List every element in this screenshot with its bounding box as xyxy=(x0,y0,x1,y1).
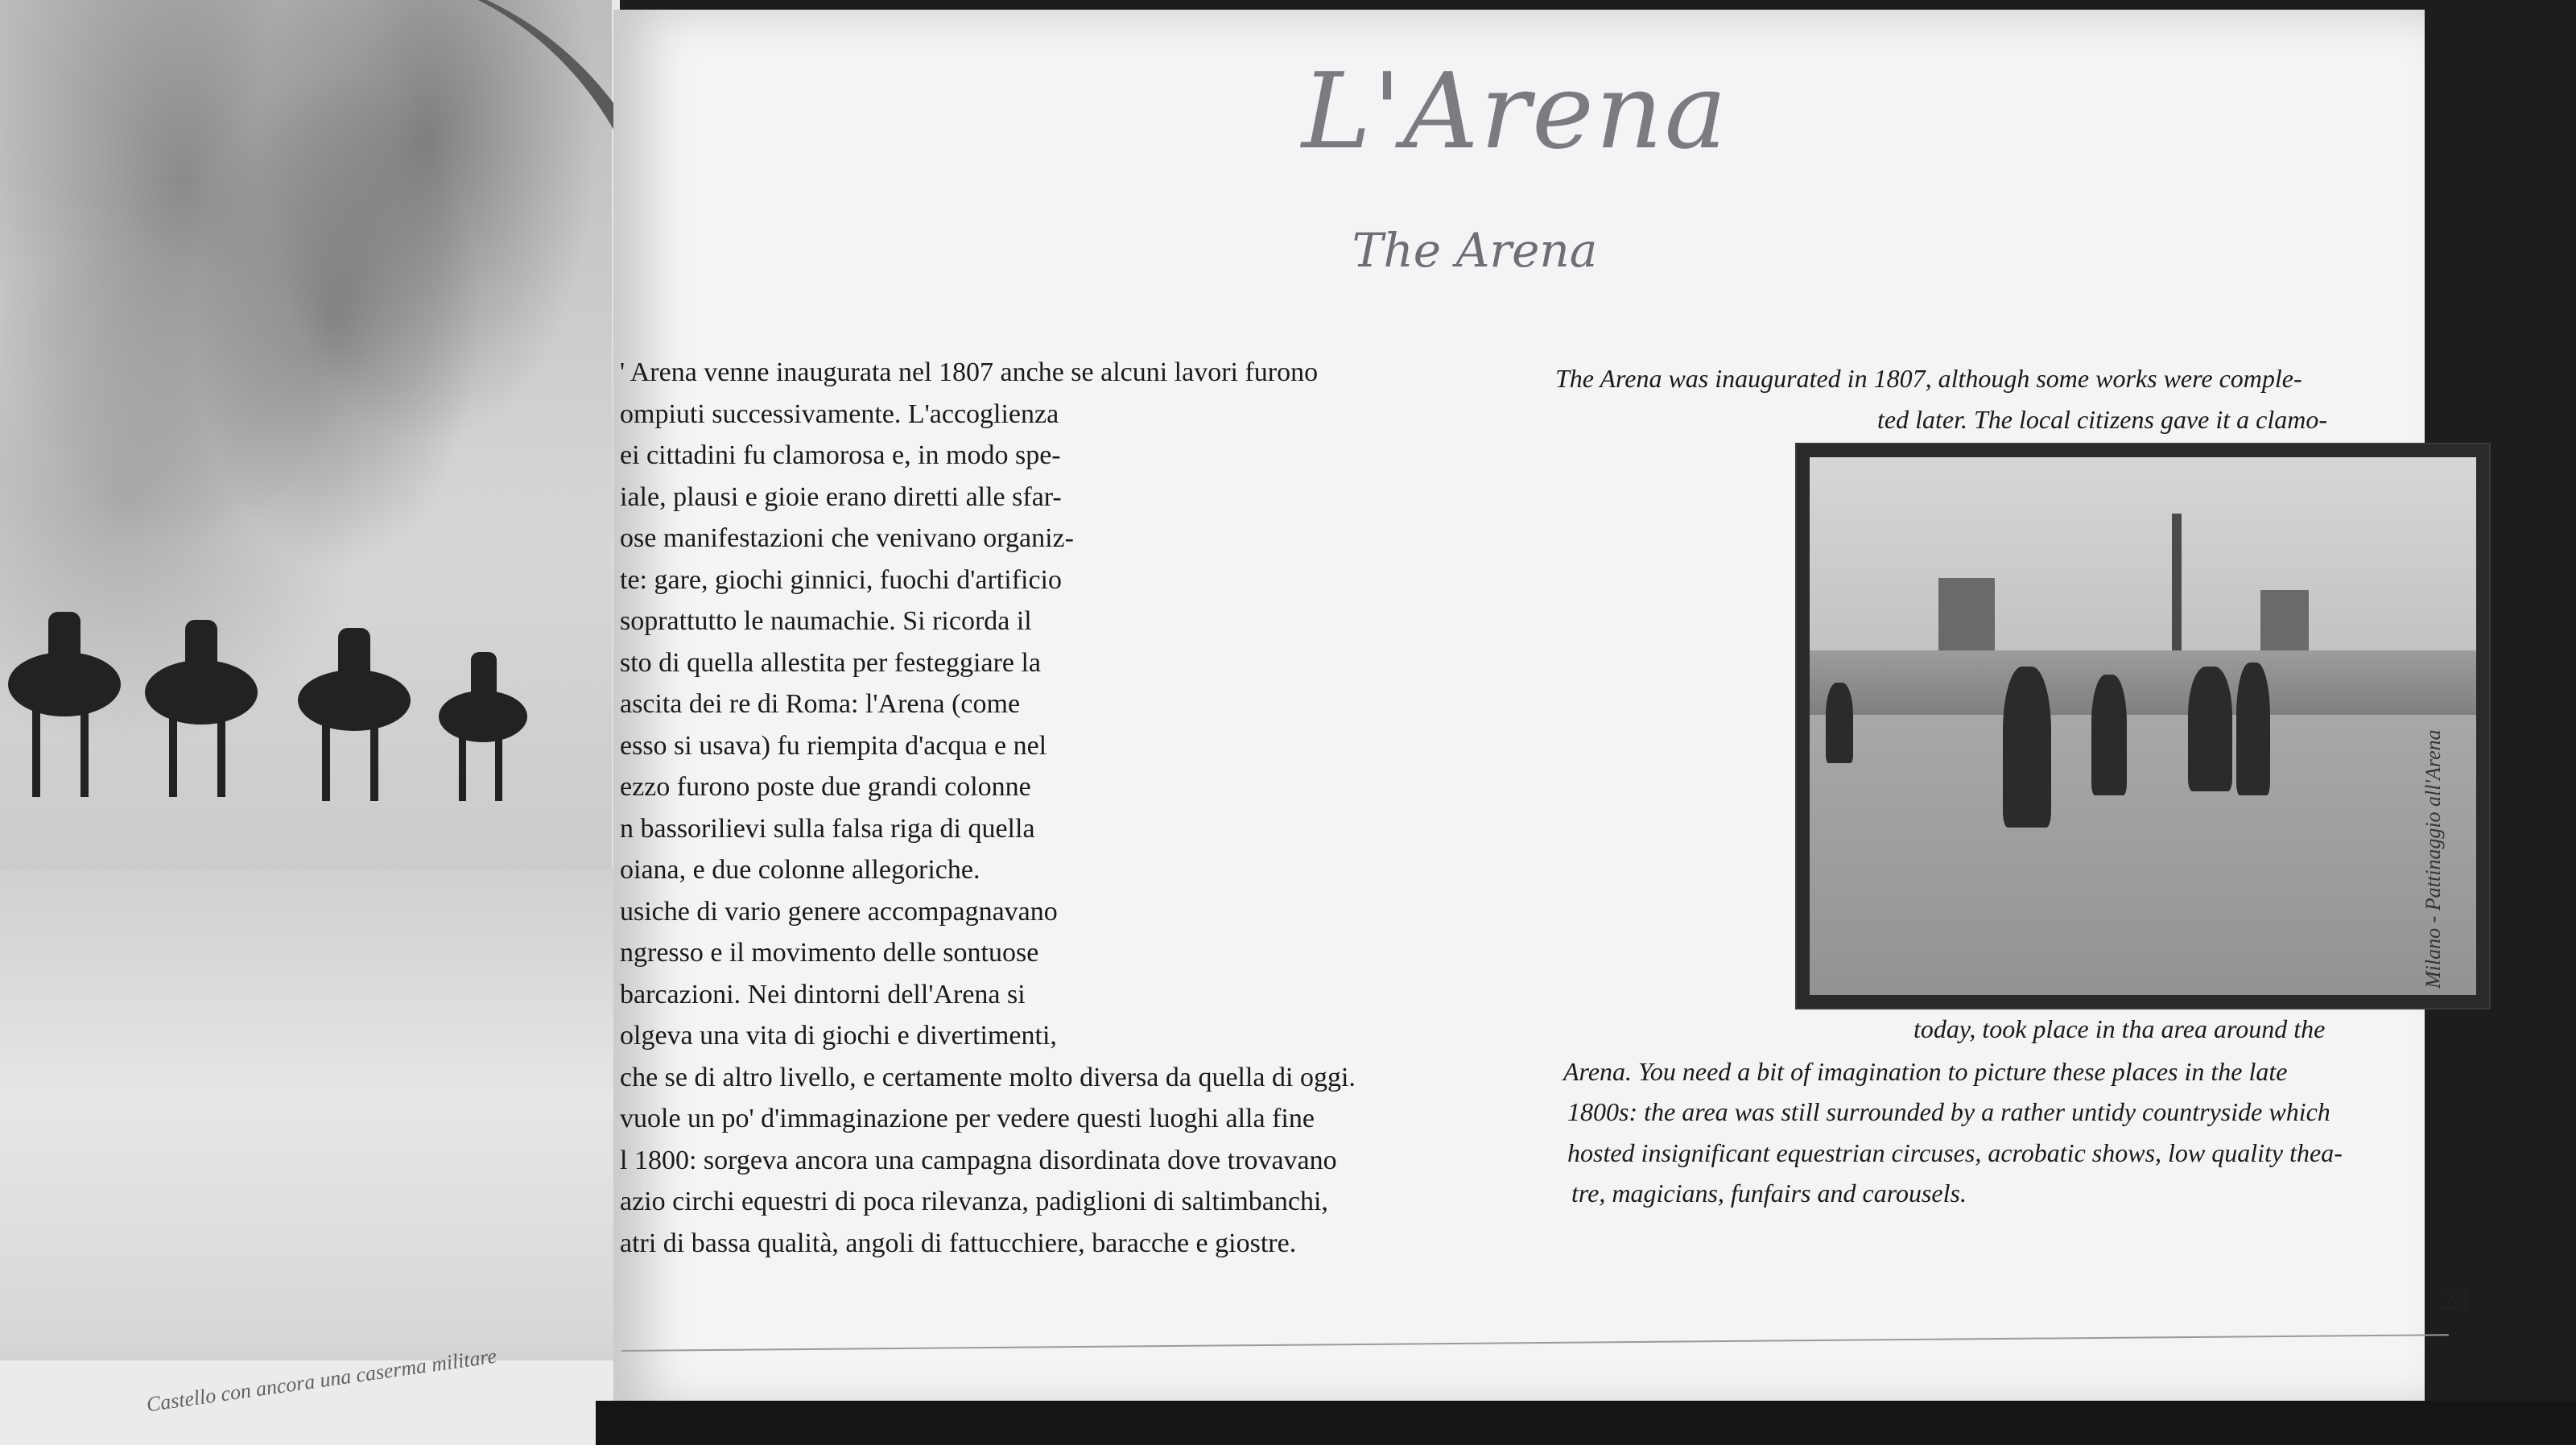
table-surface xyxy=(596,1401,2576,1445)
left-photo-page xyxy=(0,0,620,1445)
italian-text-line: che se di altro livello, e certamente molto diversa da quella di oggi. xyxy=(620,1062,1356,1092)
italian-text-line: ngresso e il movimento delle sontuose xyxy=(620,938,1039,968)
italian-text-line: te: gare, giochi ginnici, fuochi d'artificio xyxy=(620,564,1062,595)
skater-figure xyxy=(2188,667,2232,791)
italian-text-line: sto di quella allestita per festeggiare la xyxy=(620,647,1042,678)
italian-text-line: iale, plausi e gioie erano diretti alle sfar- xyxy=(620,481,1062,512)
footer-rule xyxy=(621,1334,2449,1352)
italian-text-line: vuole un po' d'immaginazione per vedere questi luoghi alla fine xyxy=(620,1104,1315,1133)
english-text-line: Arena. You need a bit of imagination to picture these places in the late xyxy=(1563,1056,2288,1086)
arena-skating-photo xyxy=(1810,457,2476,995)
text-page xyxy=(613,10,2470,1410)
photo-handwriting: Milano - Pattinaggio all'Arena xyxy=(2421,729,2445,989)
english-text-line: today, took place in tha area around the xyxy=(1913,1014,2326,1043)
english-text-line: tre, magicians, funfairs and carousels. xyxy=(1571,1179,1967,1208)
italian-text-line: ascita dei re di Roma: l'Arena (come xyxy=(620,689,1021,719)
page-title: L'Arena xyxy=(1301,50,1729,172)
page-subtitle: The Arena xyxy=(1352,223,1598,278)
italian-text-line: soprattutto le naumachie. Si ricorda il xyxy=(620,606,1032,636)
italian-text-line: barcazioni. Nei dintorni dell'Arena si xyxy=(620,979,1026,1009)
italian-text-line: ose manifestazioni che venivano organiz- xyxy=(620,523,1074,553)
page-number: 23 xyxy=(2441,1284,2470,1316)
italian-text-line: ezzo furono poste due grandi colonne xyxy=(620,772,1031,802)
english-text-line: The Arena was inaugurated in 1807, although some works were comple- xyxy=(1555,364,2302,393)
skater-figure xyxy=(2003,667,2051,828)
italian-text-line: olgeva una vita di giochi e divertimenti, xyxy=(620,1021,1057,1051)
horse-riders-silhouettes xyxy=(0,564,620,1047)
left-photo-caption: Castello con ancora una caserma militare xyxy=(0,1360,620,1445)
english-text-line: 1800s: the area was still surrounded by a rather untidy countryside which xyxy=(1567,1097,2330,1126)
italian-text-line: usiche di vario genere accompagnavano xyxy=(620,896,1058,927)
english-text-line: hosted insignificant equestrian circuses, acrobatic shows, low quality thea- xyxy=(1567,1137,2343,1167)
arena-ice xyxy=(1810,715,2476,995)
english-text-line: ted later. The local citizens gave it a clamo- xyxy=(1877,404,2327,434)
historic-photo-frame xyxy=(1797,444,2489,1008)
italian-text-line: l 1800: sorgeva ancora una campagna disordinata dove trovavano xyxy=(620,1145,1337,1175)
skater-figure xyxy=(2236,663,2270,795)
arena-stands xyxy=(1810,650,2476,723)
skater-figure xyxy=(1826,683,1853,763)
italian-text-line: atri di bassa qualità, angoli di fattucchiere, baracche e giostre. xyxy=(620,1228,1297,1258)
skater-figure xyxy=(2091,675,2127,795)
italian-text-line: n bassorilievi sulla falsa riga di quella xyxy=(620,813,1035,844)
italian-text-line: ompiuti successivamente. L'accoglienza xyxy=(620,398,1059,429)
italian-text-line: esso si usava) fu riempita d'acqua e nel xyxy=(620,730,1047,761)
italian-text-line: ' Arena venne inaugurata nel 1807 anche se alcuni lavori furono xyxy=(620,357,1319,387)
italian-text-line: ei cittadini fu clamorosa e, in modo spe- xyxy=(620,440,1061,470)
chimney xyxy=(2172,514,2182,667)
italian-text-line: azio circhi equestri di poca rilevanza, padiglioni di saltimbanchi, xyxy=(620,1187,1328,1216)
italian-text-line: oiana, e due colonne allegoriche. xyxy=(620,855,980,885)
